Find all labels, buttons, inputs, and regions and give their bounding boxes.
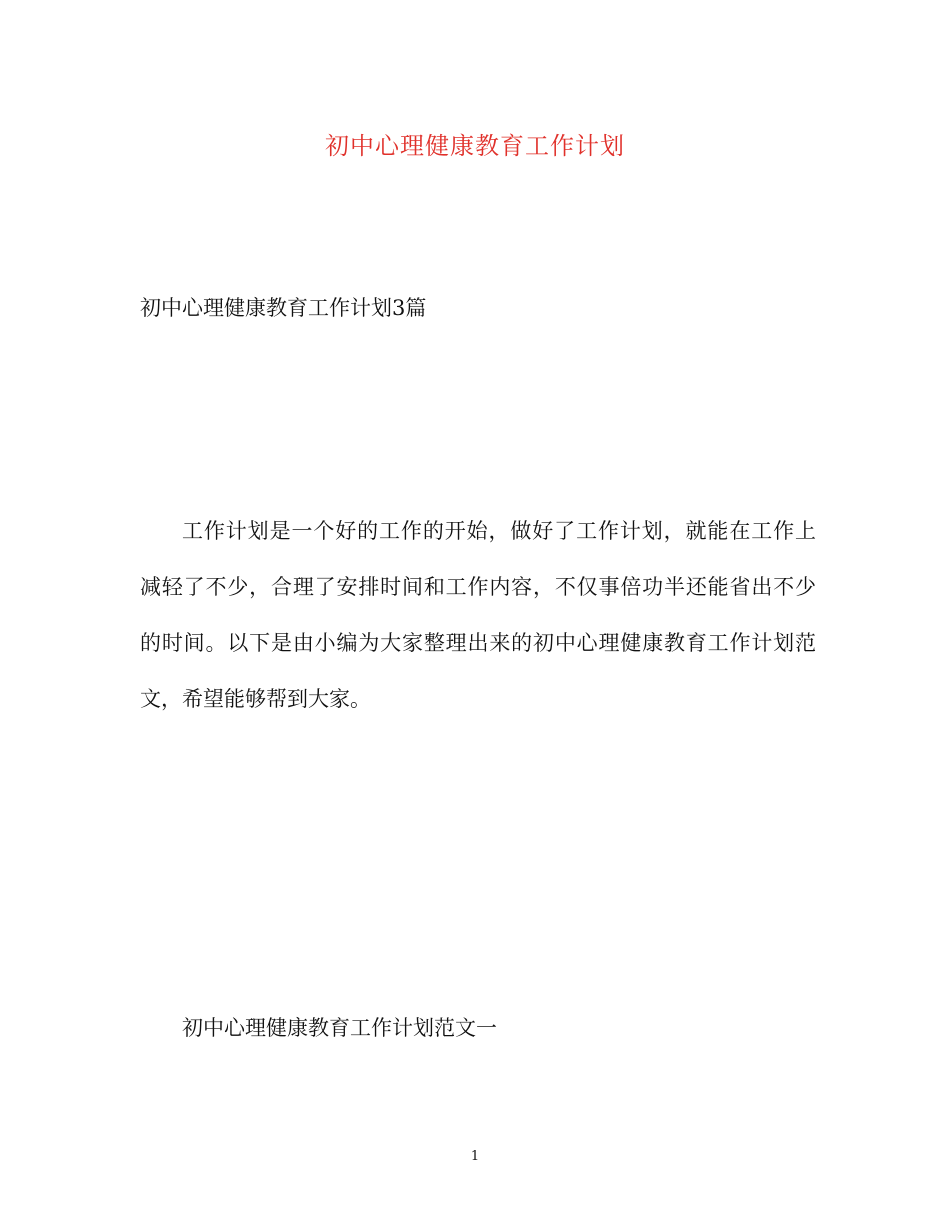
intro-line-4: 文，希望能够帮到大家。 [140,687,371,711]
page-number: 1 [470,1149,480,1164]
intro-line-2: 减轻了不少，合理了安排时间和工作内容，不仅事倍功半还能省出不少 [140,575,816,599]
section-heading: 初中心理健康教育工作计划范文一 [182,1016,497,1040]
document-title: 初中心理健康教育工作计划 [325,132,625,160]
intro-line-3: 的时间。以下是由小编为大家整理出来的初中心理健康教育工作计划范 [140,631,816,655]
intro-line-1: 工作计划是一个好的工作的开始，做好了工作计划，就能在工作上 [182,519,816,543]
intro-paragraph [140,503,816,727]
document-subtitle: 初中心理健康教育工作计划3篇 [140,296,427,320]
